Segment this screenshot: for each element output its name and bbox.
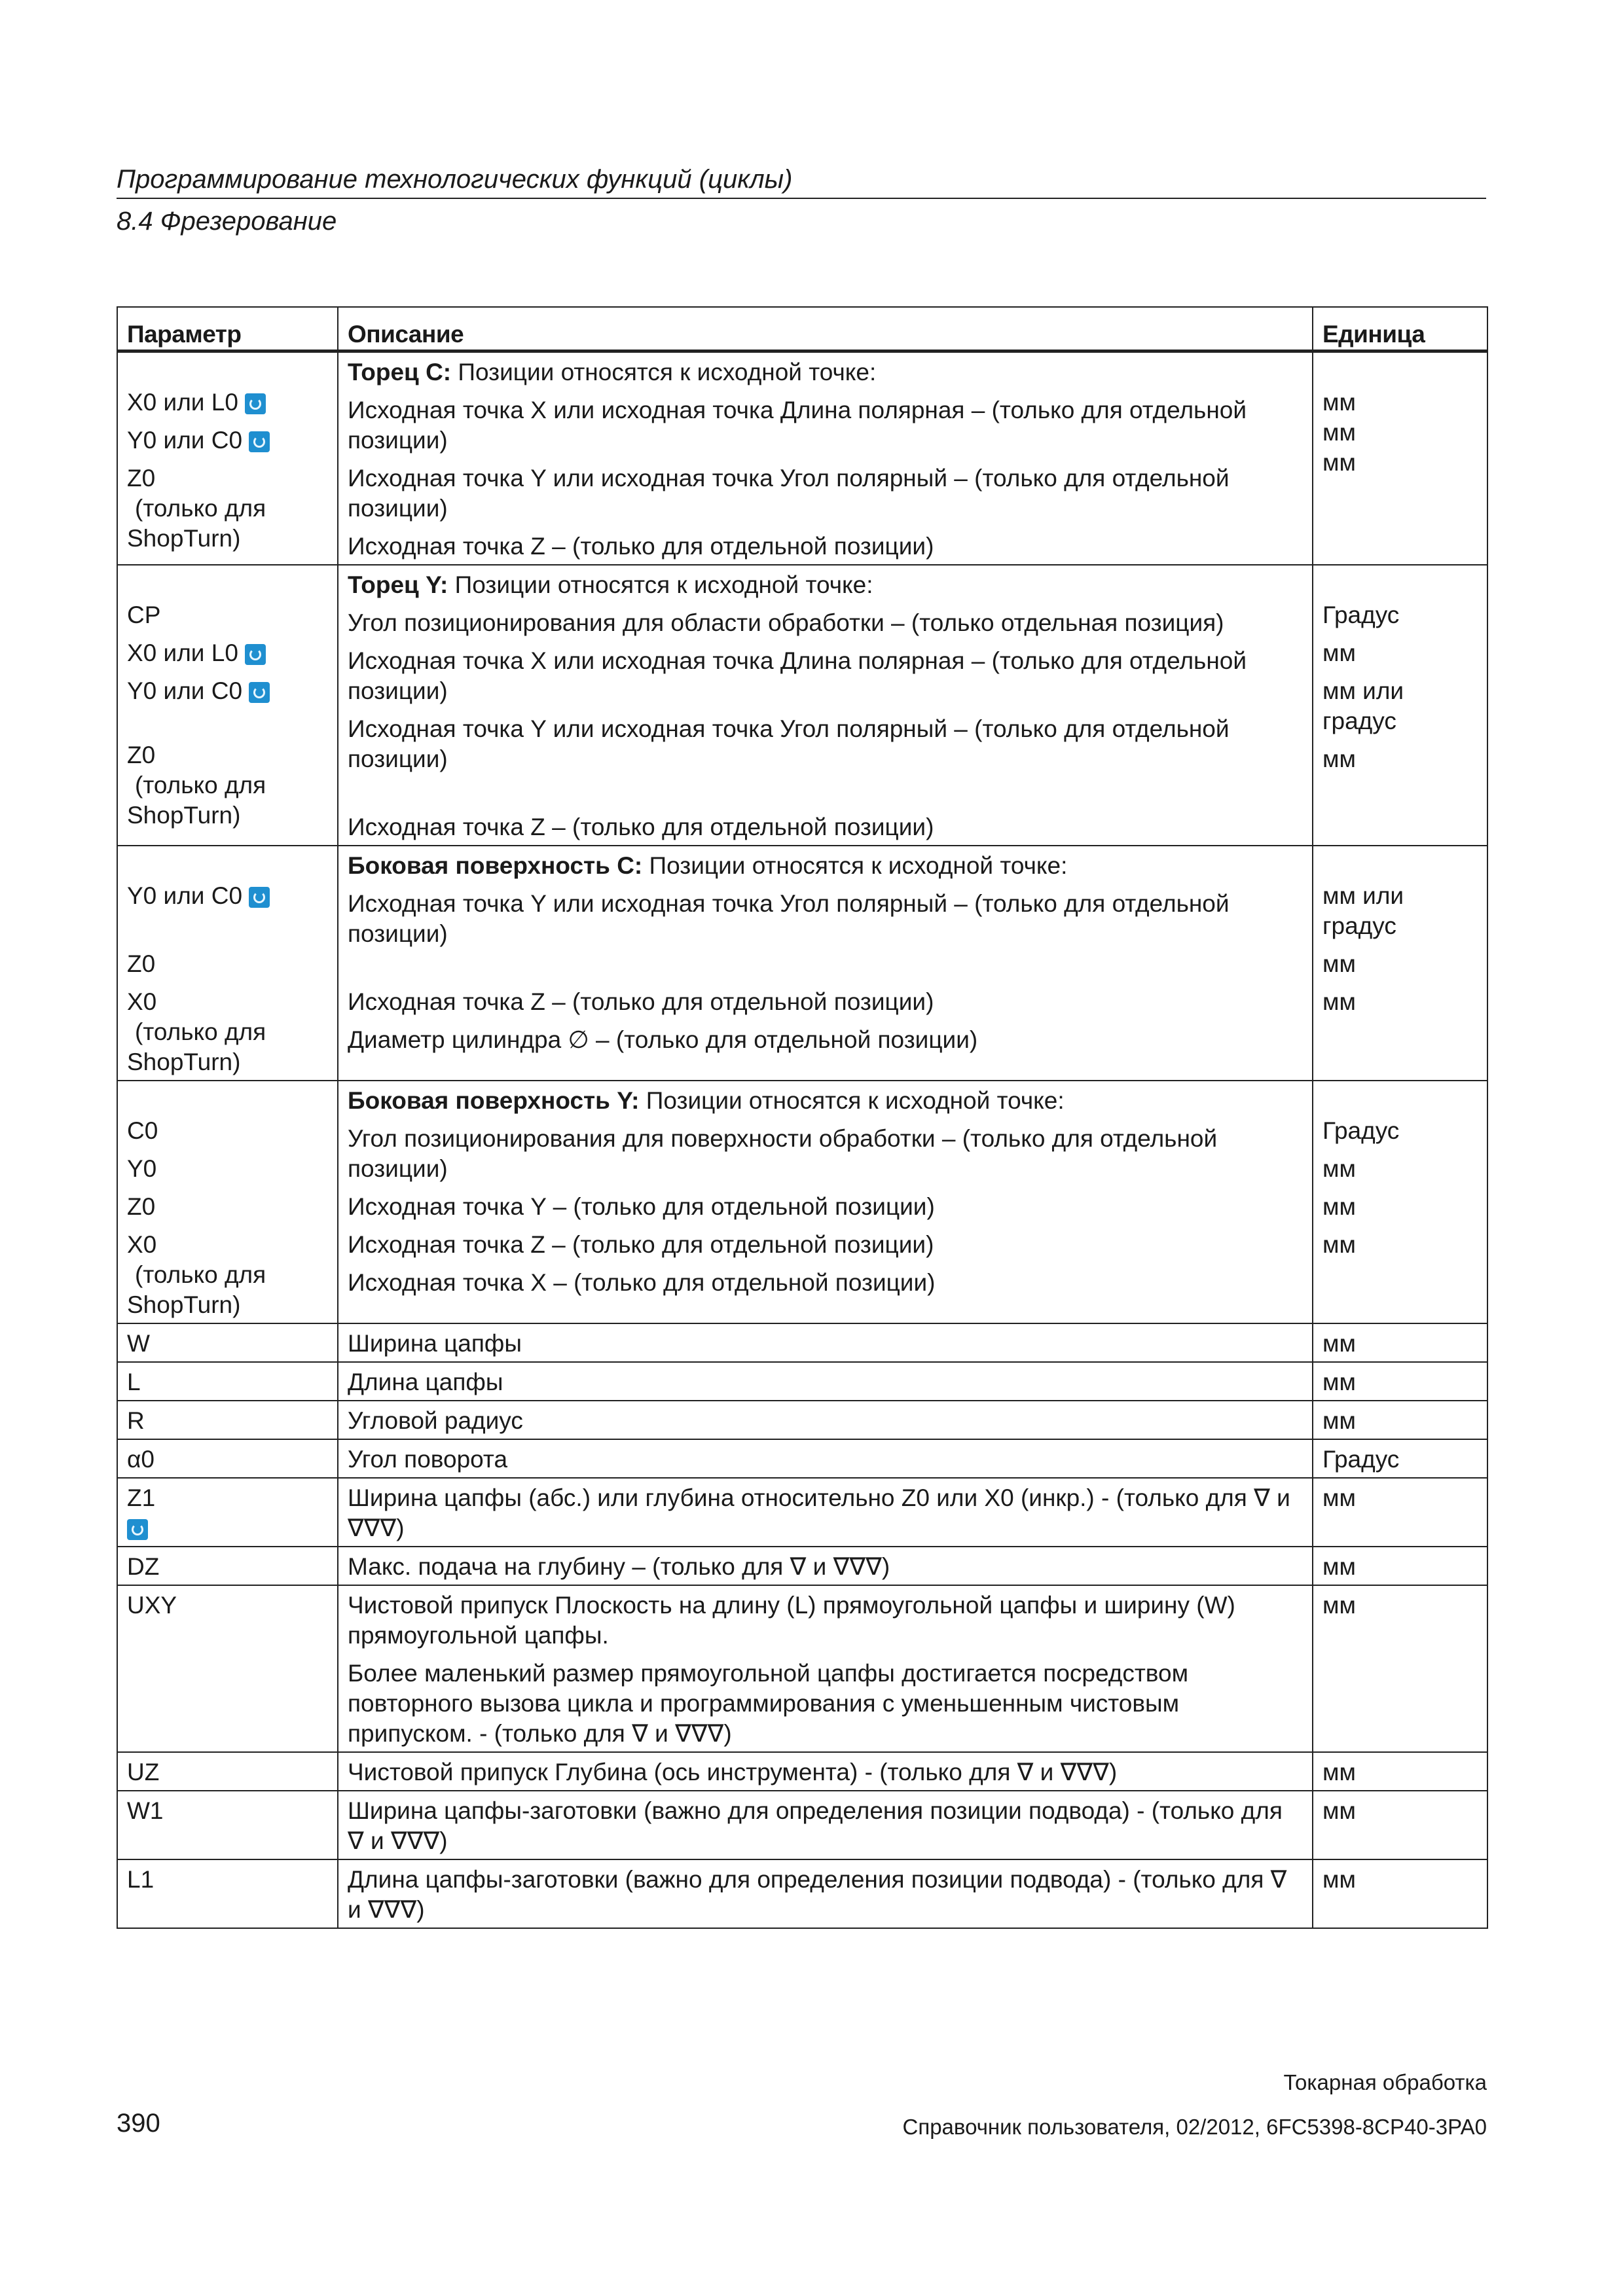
unit-text: мм xyxy=(1322,639,1356,666)
column-header-parameter: Параметр xyxy=(117,307,338,351)
param-note: ShopTurn) xyxy=(127,802,241,829)
param-name: Z0 xyxy=(127,950,156,977)
unit-cell xyxy=(1313,351,1487,565)
unit-cell xyxy=(1313,565,1487,846)
unit-text: мм xyxy=(1322,1231,1356,1258)
table-row xyxy=(117,1478,1487,1547)
running-header-section: 8.4 Фрезерование xyxy=(117,207,337,236)
group-heading: Торец С: xyxy=(348,359,452,386)
unit-cell xyxy=(1313,846,1487,1081)
description-text: Более маленький размер прямоугольной цапфы достигается посредством повторного вызова цикла и программирования с уменьшенным чистовым припуском. - (только для ∇ и ∇∇∇) xyxy=(348,1660,1189,1747)
param-name: C0 xyxy=(127,1117,158,1144)
unit-text: мм или xyxy=(1322,677,1404,704)
description-cell: Чистовой припуск Глубина (ось инструмента) - (только для ∇ и ∇∇∇) xyxy=(338,1752,1313,1791)
param-name: Y0 или C0 xyxy=(127,677,243,704)
group-heading-text: Позиции относятся к исходной точке: xyxy=(639,1087,1065,1114)
table-row xyxy=(117,1791,1487,1859)
param-cell: UZ xyxy=(117,1752,338,1791)
param-name: Z0 xyxy=(127,742,156,768)
description-cell xyxy=(338,565,1313,846)
group-heading-text: Позиции относятся к исходной точке: xyxy=(642,852,1068,879)
param-note: (только для xyxy=(135,1261,266,1288)
description-text: Угол позиционирования для поверхности обработки – (только для отдельной позиции) xyxy=(348,1125,1218,1182)
running-header-title: Программирование технологических функций (циклы) xyxy=(117,162,1486,199)
group-heading: Боковая поверхность С: xyxy=(348,852,643,879)
table-row xyxy=(117,1439,1487,1478)
cycle-toggle-icon[interactable] xyxy=(249,887,270,908)
column-header-description: Описание xyxy=(338,307,1313,351)
description-cell xyxy=(338,1081,1313,1323)
table-row xyxy=(117,1752,1487,1791)
param-cell: W xyxy=(117,1323,338,1362)
cycle-toggle-icon[interactable] xyxy=(249,431,270,452)
table-row xyxy=(117,1859,1487,1928)
table-row xyxy=(117,1323,1487,1362)
unit-text: мм xyxy=(1322,950,1356,977)
param-name: Y0 или C0 xyxy=(127,882,243,909)
description-text: Исходная точка X или исходная точка Длина полярная – (только для отдельной позиции) xyxy=(348,647,1247,704)
description-text: Исходная точка Z – (только для отдельной позиции) xyxy=(348,533,934,560)
param-note: (только для xyxy=(135,495,266,522)
table-row xyxy=(117,1362,1487,1401)
unit-text: мм xyxy=(1322,988,1356,1015)
description-text: Исходная точка Y – (только для отдельной позиции) xyxy=(348,1193,935,1220)
unit-cell: мм xyxy=(1313,1401,1487,1439)
description-cell xyxy=(338,1585,1313,1752)
param-name: CP xyxy=(127,601,161,628)
cycle-toggle-icon[interactable] xyxy=(249,682,270,703)
table-row-group-face-c xyxy=(117,351,1487,565)
description-text: Исходная точка Y или исходная точка Угол полярный – (только для отдельной позиции) xyxy=(348,890,1230,947)
param-name: Y0 или C0 xyxy=(127,427,243,454)
description-text: Угол позиционирования для области обработки – (только отдельная позиция) xyxy=(348,609,1224,636)
unit-text: Градус xyxy=(1322,601,1400,628)
table-row-group-face-y xyxy=(117,565,1487,846)
description-cell xyxy=(338,846,1313,1081)
cycle-toggle-icon[interactable] xyxy=(245,644,266,665)
description-text: Чистовой припуск Плоскость на длину (L) прямоугольной цапфы и ширину (W) прямоугольной цапфы. xyxy=(348,1592,1235,1649)
param-name: X0 xyxy=(127,1231,157,1258)
description-cell: Ширина цапфы-заготовки (важно для определения позиции подвода) - (только для ∇ и ∇∇∇) xyxy=(338,1791,1313,1859)
description-text: Исходная точка X или исходная точка Длина полярная – (только для отдельной позиции) xyxy=(348,397,1247,454)
description-cell: Длина цапфы xyxy=(338,1362,1313,1401)
param-note: (только для xyxy=(135,772,266,798)
cycle-toggle-icon[interactable] xyxy=(127,1519,148,1540)
description-text: Исходная точка X – (только для отдельной позиции) xyxy=(348,1269,936,1296)
param-cell xyxy=(117,565,338,846)
param-cell: DZ xyxy=(117,1547,338,1585)
param-cell xyxy=(117,1081,338,1323)
unit-text: мм xyxy=(1322,1155,1356,1182)
param-name: X0 или L0 xyxy=(127,389,238,416)
param-note: ShopTurn) xyxy=(127,1049,241,1075)
unit-text: градус xyxy=(1322,912,1396,939)
param-name: X0 xyxy=(127,988,157,1015)
description-cell: Макс. подача на глубину – (только для ∇ и ∇∇∇) xyxy=(338,1547,1313,1585)
table-header-row xyxy=(117,307,1487,351)
unit-cell: мм xyxy=(1313,1752,1487,1791)
param-cell: UXY xyxy=(117,1585,338,1752)
unit-cell xyxy=(1313,1081,1487,1323)
unit-cell: Градус xyxy=(1313,1439,1487,1478)
param-name: X0 или L0 xyxy=(127,639,238,666)
unit-text: мм xyxy=(1322,449,1356,476)
param-name: Z0 xyxy=(127,1193,156,1220)
param-cell: L xyxy=(117,1362,338,1401)
param-note: ShopTurn) xyxy=(127,1291,241,1318)
param-cell: W1 xyxy=(117,1791,338,1859)
description-text: Исходная точка Z – (только для отдельной позиции) xyxy=(348,1231,934,1258)
table-row-group-side-c xyxy=(117,846,1487,1081)
description-cell: Ширина цапфы (абс.) или глубина относительно Z0 или X0 (инкр.) - (только для ∇ и ∇∇∇) xyxy=(338,1478,1313,1547)
param-cell: α0 xyxy=(117,1439,338,1478)
param-cell: L1 xyxy=(117,1859,338,1928)
description-text: Исходная точка Z – (только для отдельной позиции) xyxy=(348,814,934,840)
group-heading-text: Позиции относятся к исходной точке: xyxy=(451,359,877,386)
page-number: 390 xyxy=(117,2109,160,2138)
table-row xyxy=(117,1547,1487,1585)
description-text: Диаметр цилиндра ∅ – (только для отдельной позиции) xyxy=(348,1026,978,1053)
description-cell: Длина цапфы-заготовки (важно для определения позиции подвода) - (только для ∇ и ∇∇∇) xyxy=(338,1859,1313,1928)
unit-text: мм xyxy=(1322,1193,1356,1220)
description-text: Исходная точка Y или исходная точка Угол полярный – (только для отдельной позиции) xyxy=(348,465,1230,522)
param-name: Z1 xyxy=(127,1484,156,1511)
unit-cell: мм xyxy=(1313,1585,1487,1752)
param-name: Z0 xyxy=(127,465,156,492)
parameter-table xyxy=(117,306,1488,1929)
description-text: Исходная точка Y или исходная точка Угол полярный – (только для отдельной позиции) xyxy=(348,715,1230,772)
param-note: (только для xyxy=(135,1018,266,1045)
group-heading: Боковая поверхность Y: xyxy=(348,1087,640,1114)
unit-text: мм xyxy=(1322,745,1356,772)
description-cell: Ширина цапфы xyxy=(338,1323,1313,1362)
unit-text: мм или xyxy=(1322,882,1404,909)
footer-reference: Справочник пользователя, 02/2012, 6FC5398-8CP40-3PA0 xyxy=(902,2115,1487,2139)
description-cell: Угловой радиус xyxy=(338,1401,1313,1439)
unit-cell: мм xyxy=(1313,1478,1487,1547)
unit-cell: мм xyxy=(1313,1791,1487,1859)
table-row xyxy=(117,1585,1487,1752)
description-text: Исходная точка Z – (только для отдельной позиции) xyxy=(348,988,934,1015)
description-cell: Угол поворота xyxy=(338,1439,1313,1478)
unit-cell: мм xyxy=(1313,1362,1487,1401)
param-cell xyxy=(117,846,338,1081)
param-cell xyxy=(117,1478,338,1547)
unit-cell: мм xyxy=(1313,1859,1487,1928)
group-heading: Торец Y: xyxy=(348,571,448,598)
unit-cell: мм xyxy=(1313,1323,1487,1362)
unit-text: Градус xyxy=(1322,1117,1400,1144)
param-cell: R xyxy=(117,1401,338,1439)
table-row-group-side-y xyxy=(117,1081,1487,1323)
unit-text: мм xyxy=(1322,389,1356,416)
table-row xyxy=(117,1401,1487,1439)
group-heading-text: Позиции относятся к исходной точке: xyxy=(448,571,873,598)
param-cell xyxy=(117,351,338,565)
unit-cell: мм xyxy=(1313,1547,1487,1585)
param-name: Y0 xyxy=(127,1155,157,1182)
unit-text: мм xyxy=(1322,419,1356,446)
cycle-toggle-icon[interactable] xyxy=(245,393,266,414)
param-note: ShopTurn) xyxy=(127,525,241,552)
footer-book-title: Токарная обработка xyxy=(1283,2070,1487,2094)
unit-text: градус xyxy=(1322,708,1396,734)
column-header-unit: Единица xyxy=(1313,307,1487,351)
description-cell xyxy=(338,351,1313,565)
